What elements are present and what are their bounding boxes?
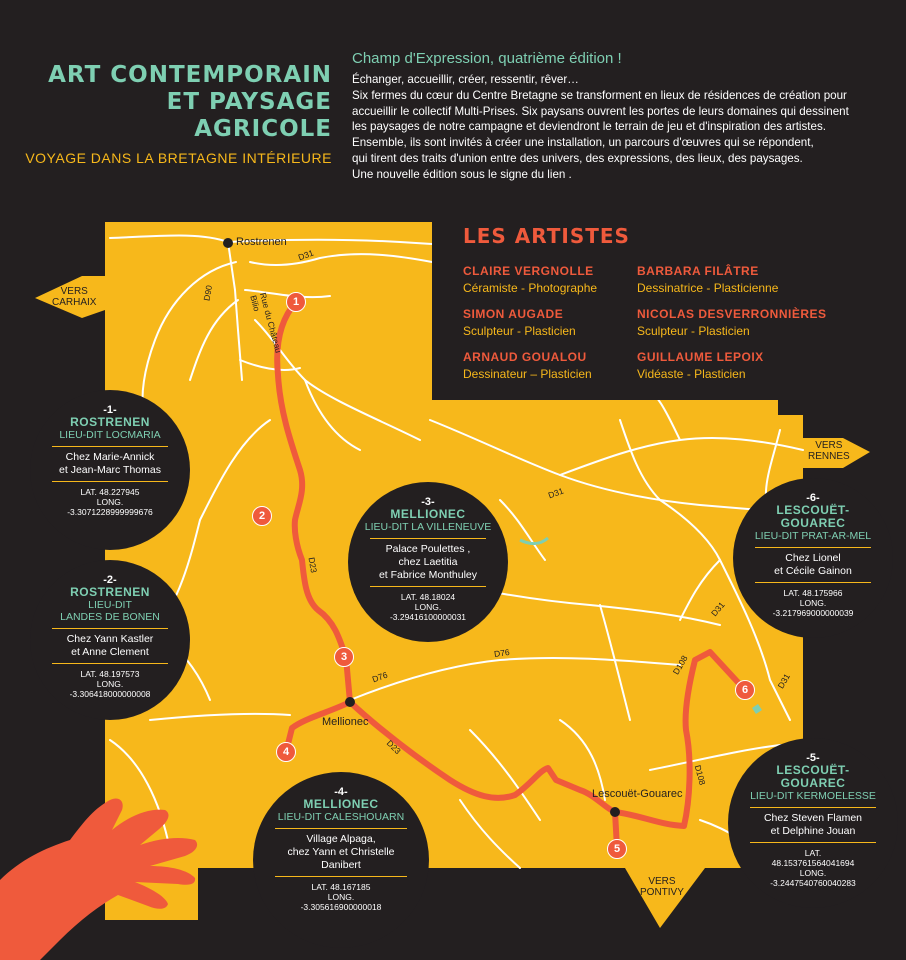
road-label-rue: Rue du Château Bilio: [248, 291, 284, 355]
intro-heading: Champ d'Expression, quatrième édition !: [352, 50, 622, 67]
stop-marker-1[interactable]: 1: [286, 292, 306, 312]
poster-subtitle: VOYAGE DANS LA BRETAGNE INTÉRIEURE: [25, 150, 332, 166]
road-label-d31-r: D31: [708, 599, 727, 619]
artist-entry: ARNAUD GOUALOU Dessinateur – Plasticien: [463, 350, 592, 381]
location-badge-2: -2- ROSTRENEN LIEU-DIT LANDES DE BONEN Chez Yann Kastler et Anne Clement LAT. 48.197573 LONG. -3.306418000000008: [30, 560, 190, 720]
road-label-d31: D31: [296, 247, 315, 263]
town-label-mellionec: Mellionec: [322, 716, 369, 728]
location-badge-3: -3- MELLIONEC LIEU-DIT LA VILLENEUVE Palace Poulettes , chez Laetitia et Fabrice Monthuley LAT. 48.18024 LONG. -3.29416100000031: [348, 482, 508, 642]
road-label-d90: D90: [201, 284, 215, 302]
road-label-d108: D108: [670, 653, 690, 677]
road-label-d31-mid: D31: [546, 485, 565, 501]
artist-entry: GUILLAUME LEPOIX Vidéaste - Plasticien: [637, 350, 764, 381]
town-dot-mellionec: [345, 697, 355, 707]
road-label-d108-b: D108: [692, 763, 708, 787]
artist-entry: CLAIRE VERGNOLLE Céramiste - Photographe: [463, 264, 598, 295]
stop-marker-3[interactable]: 3: [334, 647, 354, 667]
artist-entry: NICOLAS DESVERRONNIÈRES Sculpteur - Plasticien: [637, 307, 827, 338]
road-label-d23: D23: [306, 556, 320, 574]
direction-rennes: VERS RENNES: [808, 440, 850, 462]
stop-marker-6[interactable]: 6: [735, 680, 755, 700]
road-label-d76-b: D76: [493, 646, 511, 660]
artist-entry: SIMON AUGADE Sculpteur - Plasticien: [463, 307, 576, 338]
location-badge-6: -6- LESCOUËT- GOUAREC LIEU-DIT PRAT-AR-MEL Chez Lionel et Cécile Gainon LAT. 48.175966 LONG. -3.217969000000039: [733, 478, 893, 638]
stop-marker-4[interactable]: 4: [276, 742, 296, 762]
poster-title: ART CONTEMPORAIN ET PAYSAGE AGRICOLE: [48, 62, 332, 142]
stop-marker-5[interactable]: 5: [607, 839, 627, 859]
artists-heading: LES ARTISTES: [463, 224, 630, 248]
town-label-rostrenen: Rostrenen: [236, 236, 287, 248]
town-label-lescouet: Lescouët-Gouarec: [592, 788, 683, 800]
stop-marker-2[interactable]: 2: [252, 506, 272, 526]
artist-entry: BARBARA FILÂTRE Dessinatrice - Plasticienne: [637, 264, 779, 295]
road-label-d23-b: D23: [384, 737, 403, 757]
location-badge-4: -4- MELLIONEC LIEU-DIT CALESHOUARN Village Alpaga, chez Yann et Christelle Danibert LAT. 48.167185 LONG. -3.305616900000018: [253, 772, 429, 948]
town-dot-lescouet: [610, 807, 620, 817]
intro-text: Échanger, accueillir, créer, ressentir, rêver… Six fermes du cœur du Centre Bretagne se transforment en lieux de résidences de création pour accueillir le collectif Multi-Prises. Six paysans ouvrent les portes de leurs domaines qui dessinent les paysages de notre campagne et deviendront le terrain de jeu et d'inspiration des artistes. Ensemble, ils sont invités à créer une installation, un parcours d'œuvres qui se répondent, qui tirent des traits d'union entre des univers, des expressions, des lieux, des paysages. Une nouvelle édition sous le signe du lien .: [352, 73, 849, 181]
road-label-d76-a: D76: [370, 669, 389, 685]
location-badge-1: -1- ROSTRENEN LIEU-DIT LOCMARIA Chez Marie-Annick et Jean-Marc Thomas LAT. 48.227945 LONG. -3.3071228999999676: [30, 390, 190, 550]
town-dot-rostrenen: [223, 238, 233, 248]
location-badge-5: -5- LESCOUËT- GOUAREC LIEU-DIT KERMOELESSE Chez Steven Flamen et Delphine Jouan LAT. 48.153761564041694 LONG. -3.2447540760040283: [728, 738, 898, 908]
direction-carhaix: VERS CARHAIX: [52, 286, 97, 308]
road-label-d31-r2: D31: [775, 671, 793, 691]
direction-pontivy: VERS PONTIVY: [640, 876, 684, 898]
